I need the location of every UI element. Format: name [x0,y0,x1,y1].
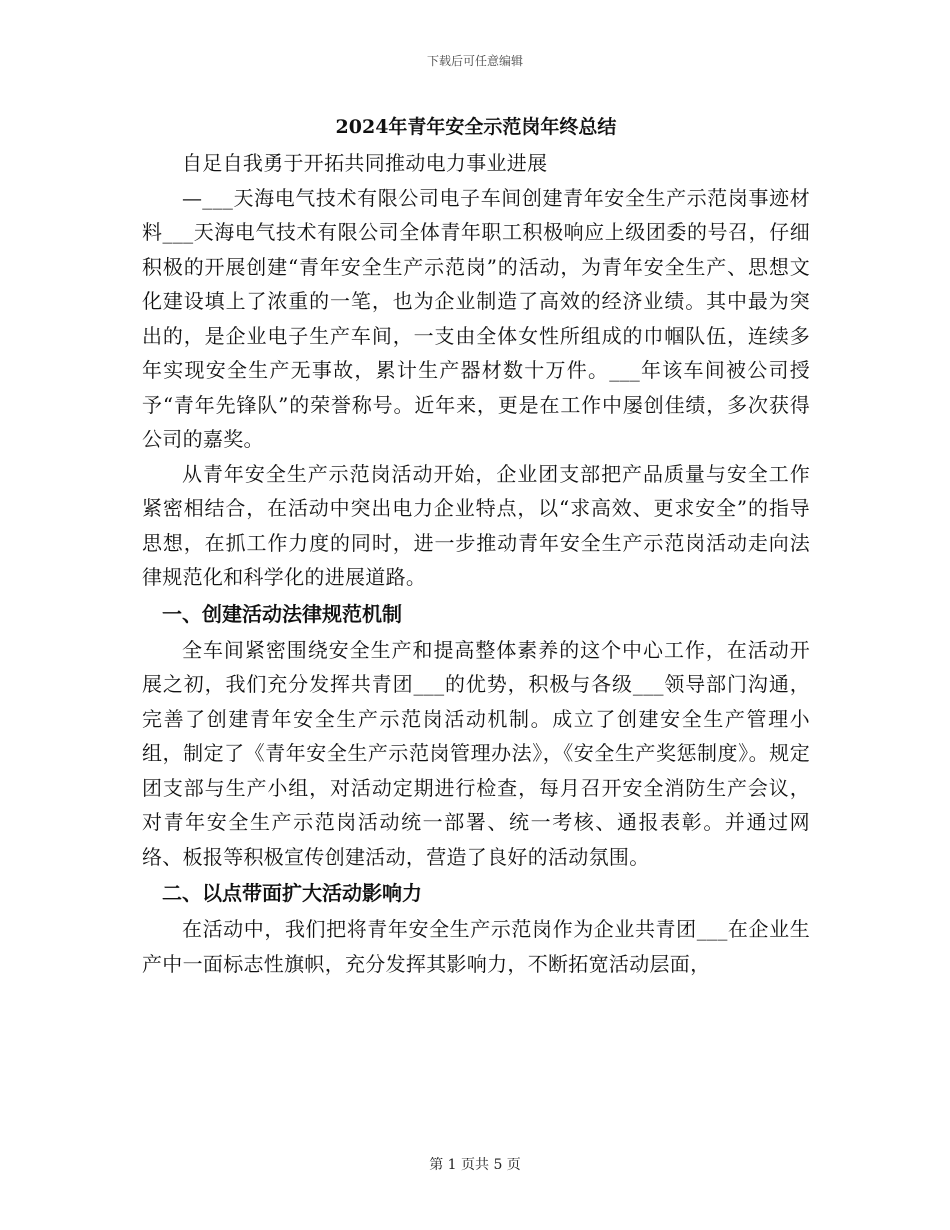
paragraph-intro: —___天海电气技术有限公司电子车间创建青年安全生产示范岗事迹材料___天海电气技术有限公司全体青年职工积极响应上级团委的号召，仔细积极的开展创建“青年安全生产示范岗”的活动，为青年安全生产、思想文化建设填上了浓重的一笔，也为企业制造了高效的经济业绩。其中最为突出的，是企业电子生产车间，一支由全体女性所组成的巾帼队伍，连续多年实现安全生产无事故，累计生产器材数十万件。___年该车间被公司授予“青年先锋队”的荣誉称号。近年来，更是在工作中屡创佳绩，多次获得公司的嘉奖。 [142,185,810,451]
header-note: 下载后可任意编辑 [426,54,523,68]
document-body [142,112,810,981]
paragraph-influence: 在活动中，我们把将青年安全生产示范岗作为企业共青团___在企业生产中一面标志性旗帜，充分发挥其影响力，不断拓宽活动层面， [142,917,810,976]
section-heading-2: 二、以点带面扩大活动影响力 [162,881,422,905]
document-title: 2024年青年安全示范岗年终总结 [335,116,617,138]
section-heading-1: 一、创建活动法律规范机制 [162,601,402,626]
paragraph-activity-start: 从青年安全生产示范岗活动开始，企业团支部把产品质量与安全工作紧密相结合，在活动中突出电力企业特点，以“求高效、更求安全”的指导思想，在抓工作力度的同时，进一步推动青年安全生产示范岗活动走向法律规范化和科学化的进展道路。 [142,461,810,589]
paragraph-mechanism: 全车间紧密围绕安全生产和提高整体素养的这个中心工作，在活动开展之初，我们充分发挥共青团___的优势，积极与各级___领导部门沟通，完善了创建青年安全生产示范岗活动机制。成立了创建安全生产管理小组，制定了《青年安全生产示范岗管理办法》，《安全生产奖惩制度》。规定团支部与生产小组，对活动定期进行检查，每月召开安全消防生产会议，对青年安全生产示范岗活动统一部署、统一考核、通报表彰。并通过网络、板报等积极宣传创建活动，营造了良好的活动氛围。 [142,637,810,869]
document-subtitle: 自足自我勇于开拓共同推动电力事业进展 [182,151,548,175]
page-number: 第 1 页共 5 页 [429,1157,521,1173]
